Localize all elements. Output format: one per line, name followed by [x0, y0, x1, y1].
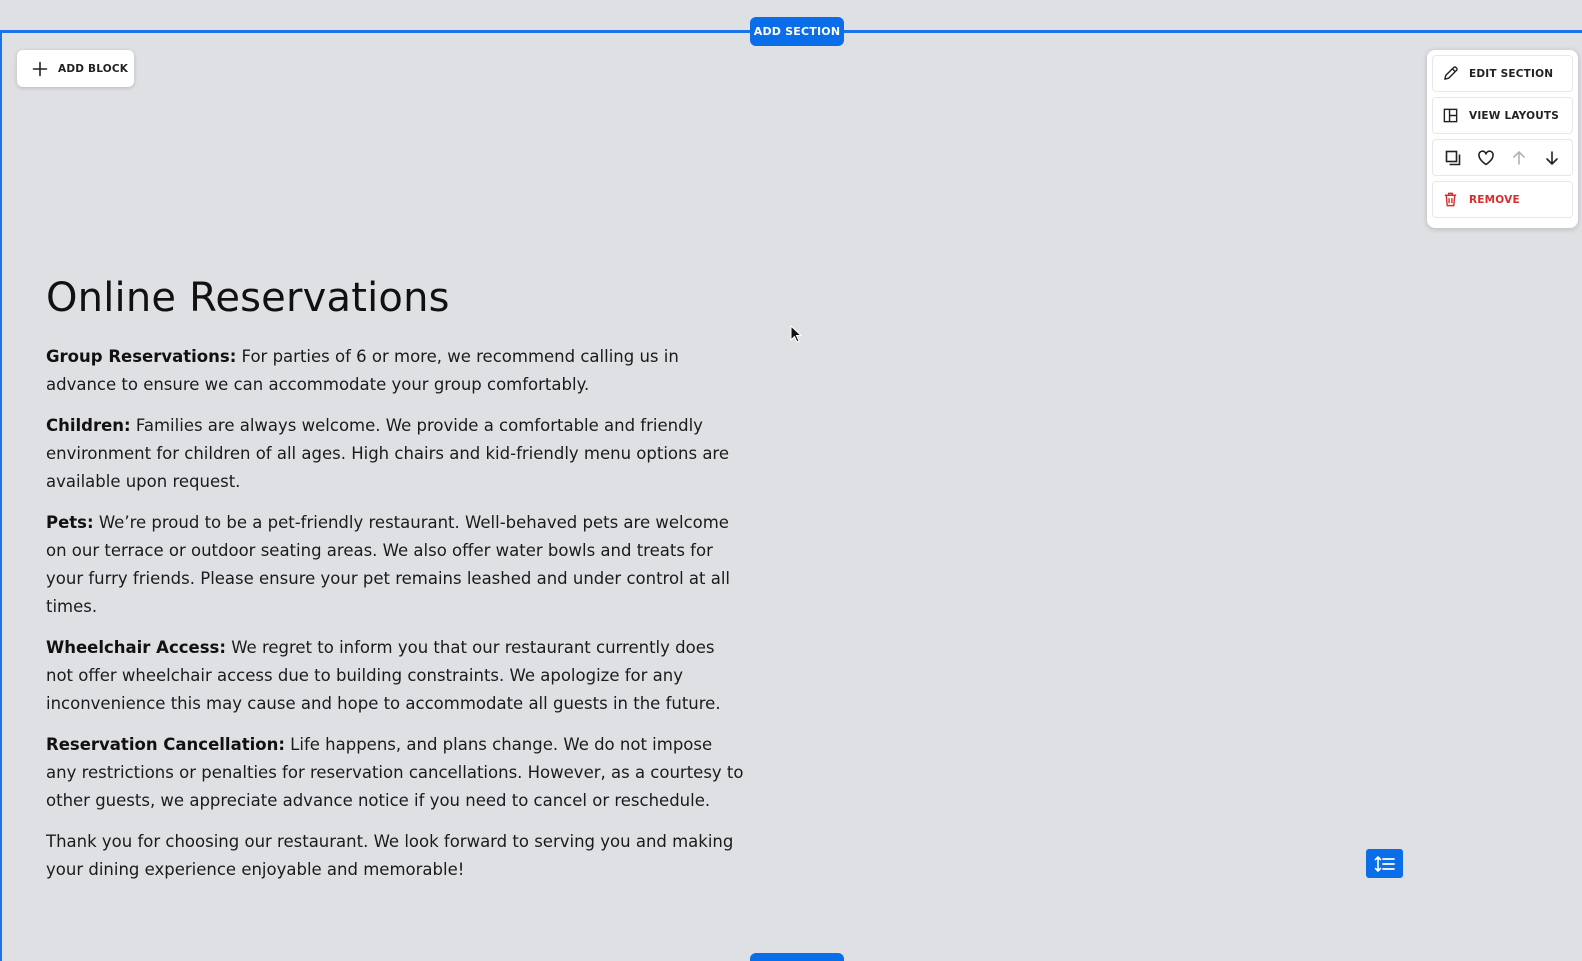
line-spacing-icon	[1374, 855, 1396, 873]
paragraph-label: Pets:	[46, 513, 94, 532]
view-layouts-button[interactable]	[1432, 97, 1573, 134]
layout-icon	[1442, 107, 1459, 124]
arrow-up-icon[interactable]	[1507, 146, 1531, 170]
edit-section-button[interactable]	[1432, 55, 1573, 92]
section-quick-actions	[1432, 139, 1573, 176]
section-left-border	[0, 30, 2, 961]
paragraph-text: Life happens, and plans change. We do not impose any restrictions or penalties for reservation cancellations. However, as a courtesy to other guests, we appreciate advance notice if you need to cancel or reschedule.	[46, 735, 744, 810]
mouse-cursor-icon	[790, 325, 802, 343]
duplicate-icon[interactable]	[1441, 146, 1465, 170]
pencil-icon	[1442, 65, 1459, 82]
arrow-down-icon[interactable]	[1540, 146, 1564, 170]
paragraph-text: Families are always welcome. We provide a comfortable and friendly environment for children of all ages. High chairs and kid-friendly menu options are available upon request.	[46, 416, 730, 491]
paragraph-wheelchair-access	[46, 634, 746, 718]
paragraph-pets	[46, 509, 746, 621]
plus-icon	[32, 61, 48, 77]
add-section-button-bottom[interactable]	[750, 953, 844, 961]
heart-icon[interactable]	[1474, 146, 1498, 170]
section-actions-panel	[1427, 50, 1578, 228]
edit-section-label: EDIT SECTION	[1469, 67, 1554, 80]
paragraph-label: Group Reservations:	[46, 347, 237, 366]
paragraph-text: For parties of 6 or more, we recommend calling us in advance to ensure we can accommodate your group comfortably.	[46, 347, 679, 394]
section-spacing-button[interactable]	[1366, 849, 1403, 878]
paragraph-label: Wheelchair Access:	[46, 638, 226, 657]
add-section-button[interactable]: ADD SECTION	[750, 17, 844, 46]
paragraph-label: Children:	[46, 416, 131, 435]
paragraph-text: We’re proud to be a pet-friendly restaurant. Well-behaved pets are welcome on our terrace or outdoor seating areas. We also offer water bowls and treats for your furry friends. Please ensure your pet remains leashed and under control at all times.	[46, 513, 731, 616]
page-title: Online Reservations	[46, 275, 450, 321]
paragraph-label: Reservation Cancellation:	[46, 735, 285, 754]
paragraph-closing: Thank you for choosing our restaurant. We look forward to serving you and making your dining experience enjoyable and memorable!	[46, 832, 734, 879]
view-layouts-label: VIEW LAYOUTS	[1469, 109, 1560, 122]
paragraph-children	[46, 412, 746, 496]
paragraph-reservation-cancellation	[46, 731, 746, 815]
trash-icon	[1442, 191, 1459, 208]
remove-section-button[interactable]	[1432, 181, 1573, 218]
remove-label: REMOVE	[1469, 193, 1520, 206]
add-block-label: ADD BLOCK	[58, 62, 129, 75]
paragraph-group-reservations	[46, 343, 746, 399]
text-block[interactable]	[46, 270, 746, 884]
add-block-button[interactable]	[17, 50, 134, 87]
paragraph-text: We regret to inform you that our restaurant currently does not offer wheelchair access due to building constraints. We apologize for any inconvenience this may cause and hope to accommodate all guests in the future.	[46, 638, 721, 713]
